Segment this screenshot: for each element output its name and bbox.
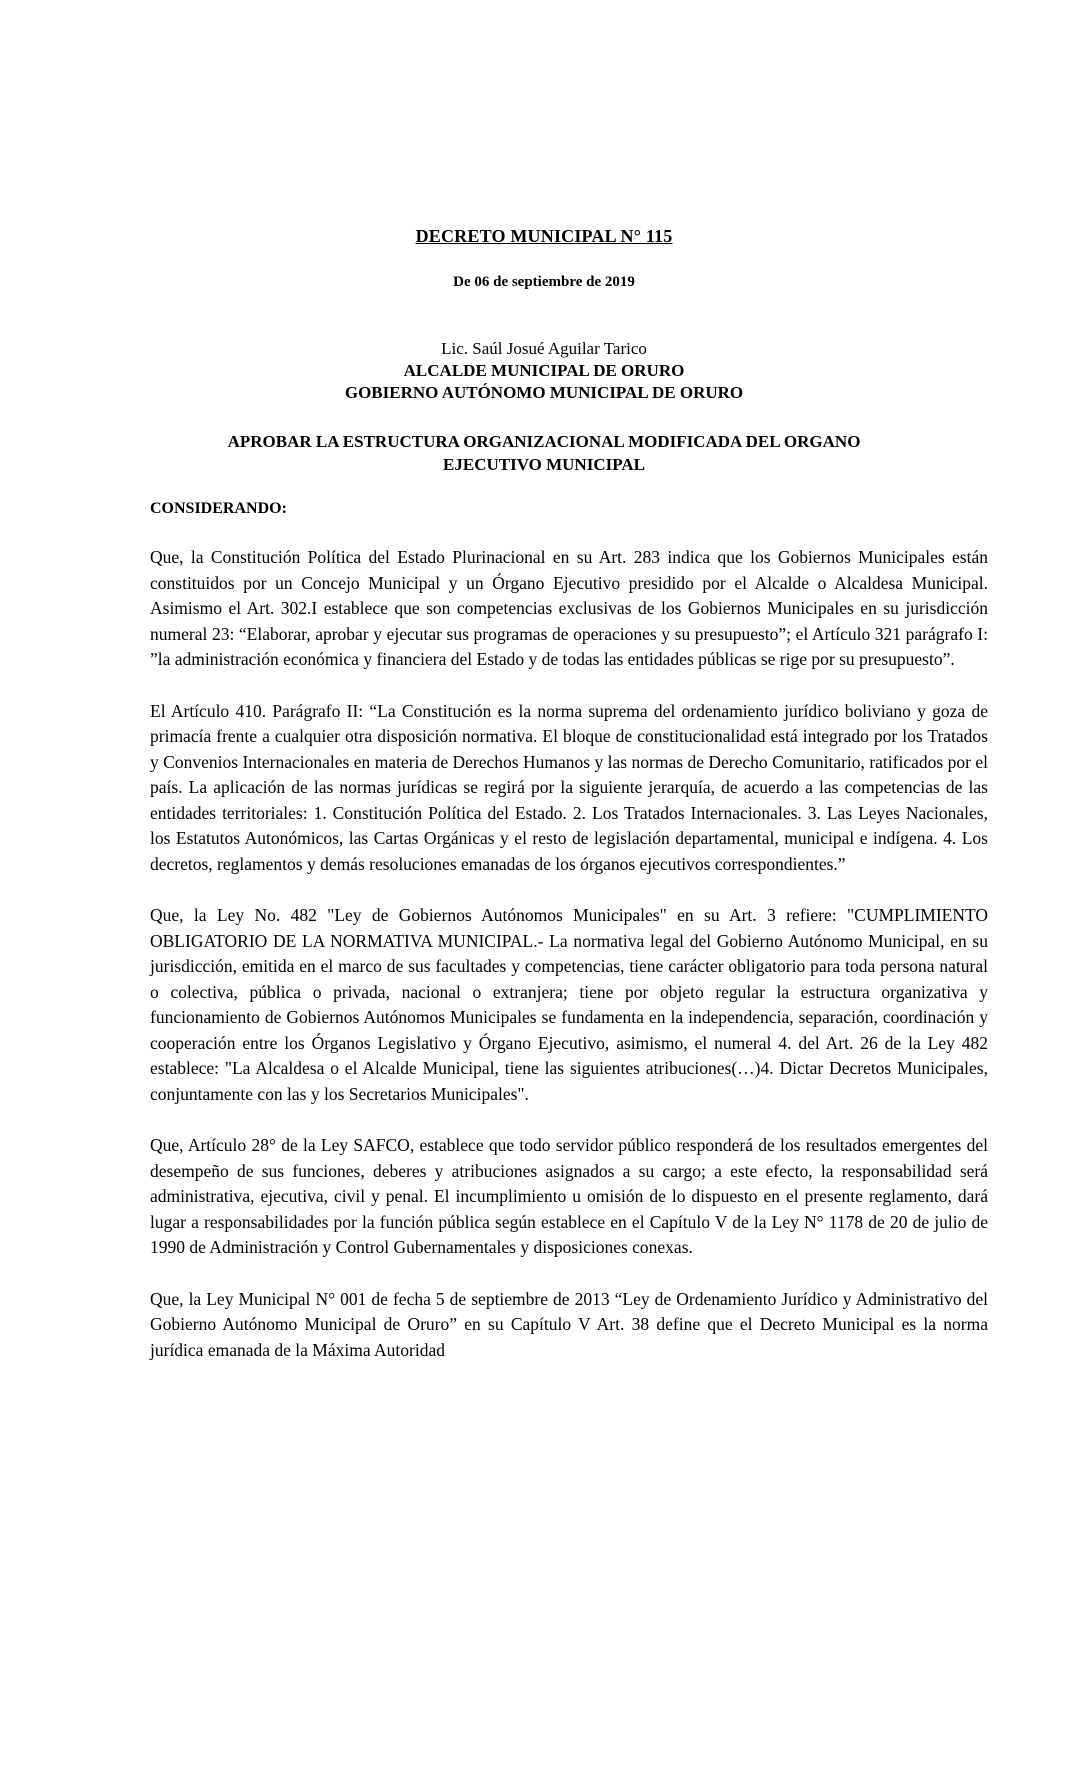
- decree-date: De 06 de septiembre de 2019: [453, 274, 635, 290]
- decree-subject: APROBAR LA ESTRUCTURA ORGANIZACIONAL MODIFICADA DEL ORGANO EJECUTIVO MUNICIPAL: [227, 432, 861, 474]
- paragraph: Que, la Constitución Política del Estado Plurinacional en su Art. 283 indica que los Gobiernos Municipales están constituidos por un Concejo Municipal y un Órgano Ejecutivo presidido por el Alcalde o Alcaldesa Municipal. Asimismo el Art. 302.I establece que son competencias exclusivas de los Gobiernos Municipales en su jurisdicción numeral 23: “Elaborar, aprobar y ejecutar sus programas de operaciones y su presupuesto”; el Artículo 321 parágrafo I: ”la administración económica y financiera del Estado y de todas las entidades públicas se rige por su presupuesto”.: [150, 547, 988, 669]
- paragraph: Que, Artículo 28° de la Ley SAFCO, establece que todo servidor público responderá de los resultados emergentes del desempeño de sus funciones, deberes y atribuciones asignados a su cargo; a este efecto, la responsabilidad será administrativa, ejecutiva, civil y penal. El incumplimiento u omisión de lo dispuesto en el presente reglamento, dará lugar a responsabilidades por la función pública según establece en el Capítulo V de la Ley N° 1178 de 20 de julio de 1990 de Administración y Control Gubernamentales y disposiciones conexas.: [150, 1135, 988, 1257]
- authority-role: ALCALDE MUNICIPAL DE ORURO: [403, 361, 685, 380]
- decree-title: DECRETO MUNICIPAL N° 115: [415, 226, 673, 246]
- authority-government: GOBIERNO AUTÓNOMO MUNICIPAL DE ORURO: [344, 383, 744, 402]
- considerando-heading: CONSIDERANDO:: [150, 500, 287, 517]
- paragraph: Que, la Ley Municipal N° 001 de fecha 5 de septiembre de 2013 “Ley de Ordenamiento Jurídico y Administrativo del Gobierno Autónomo Municipal de Oruro” en su Capítulo V Art. 38 define que el Decreto Municipal es la norma jurídica emanada de la Máxima Autoridad: [150, 1288, 988, 1360]
- document-body: [150, 545, 988, 1389]
- paragraph: Que, la Ley No. 482 "Ley de Gobiernos Autónomos Municipales" en su Art. 3 refiere: "CUMPLIMIENTO OBLIGATORIO DE LA NORMATIVA MUNICIPAL.- La normativa legal del Gobierno Autónomo Municipal, en su jurisdicción, emitida en el marco de sus facultades y competencias, tiene carácter obligatorio para toda persona natural o colectiva, pública o privada, nacional o extranjera; tiene por objeto regular la estructura organizativa y funcionamiento de Gobiernos Autónomos Municipales se fundamenta en la independencia, separación, coordinación y cooperación entre los Órganos Legislativo y Órgano Ejecutivo, asimismo, el numeral 4. del Art. 26 de la Ley 482 establece: "La Alcaldesa o el Alcalde Municipal, tiene las siguientes atribuciones(…)4. Dictar Decretos Municipales, conjuntamente con las y los Secretarios Municipales".: [150, 905, 988, 1104]
- authority-name: Lic. Saúl Josué Aguilar Tarico: [441, 339, 647, 358]
- paragraph: El Artículo 410. Parágrafo II: “La Constitución es la norma suprema del ordenamiento jurídico boliviano y goza de primacía frente a cualquier otra disposición normativa. El bloque de constitucionalidad está integrado por los Tratados y Convenios Internacionales en materia de Derechos Humanos y las normas de Derecho Comunitario, ratificados por el país. La aplicación de las normas jurídicas se regirá por la siguiente jerarquía, de acuerdo a las competencias de las entidades territoriales: 1. Constitución Política del Estado. 2. Los Tratados Internacionales. 3. Las Leyes Nacionales, los Estatutos Autonómicos, las Cartas Orgánicas y el resto de legislación departamental, municipal e indígena. 4. Los decretos, reglamentos y demás resoluciones emanadas de los órganos ejecutivos correspondientes.”: [150, 700, 988, 874]
- authority-block: [0, 338, 1088, 404]
